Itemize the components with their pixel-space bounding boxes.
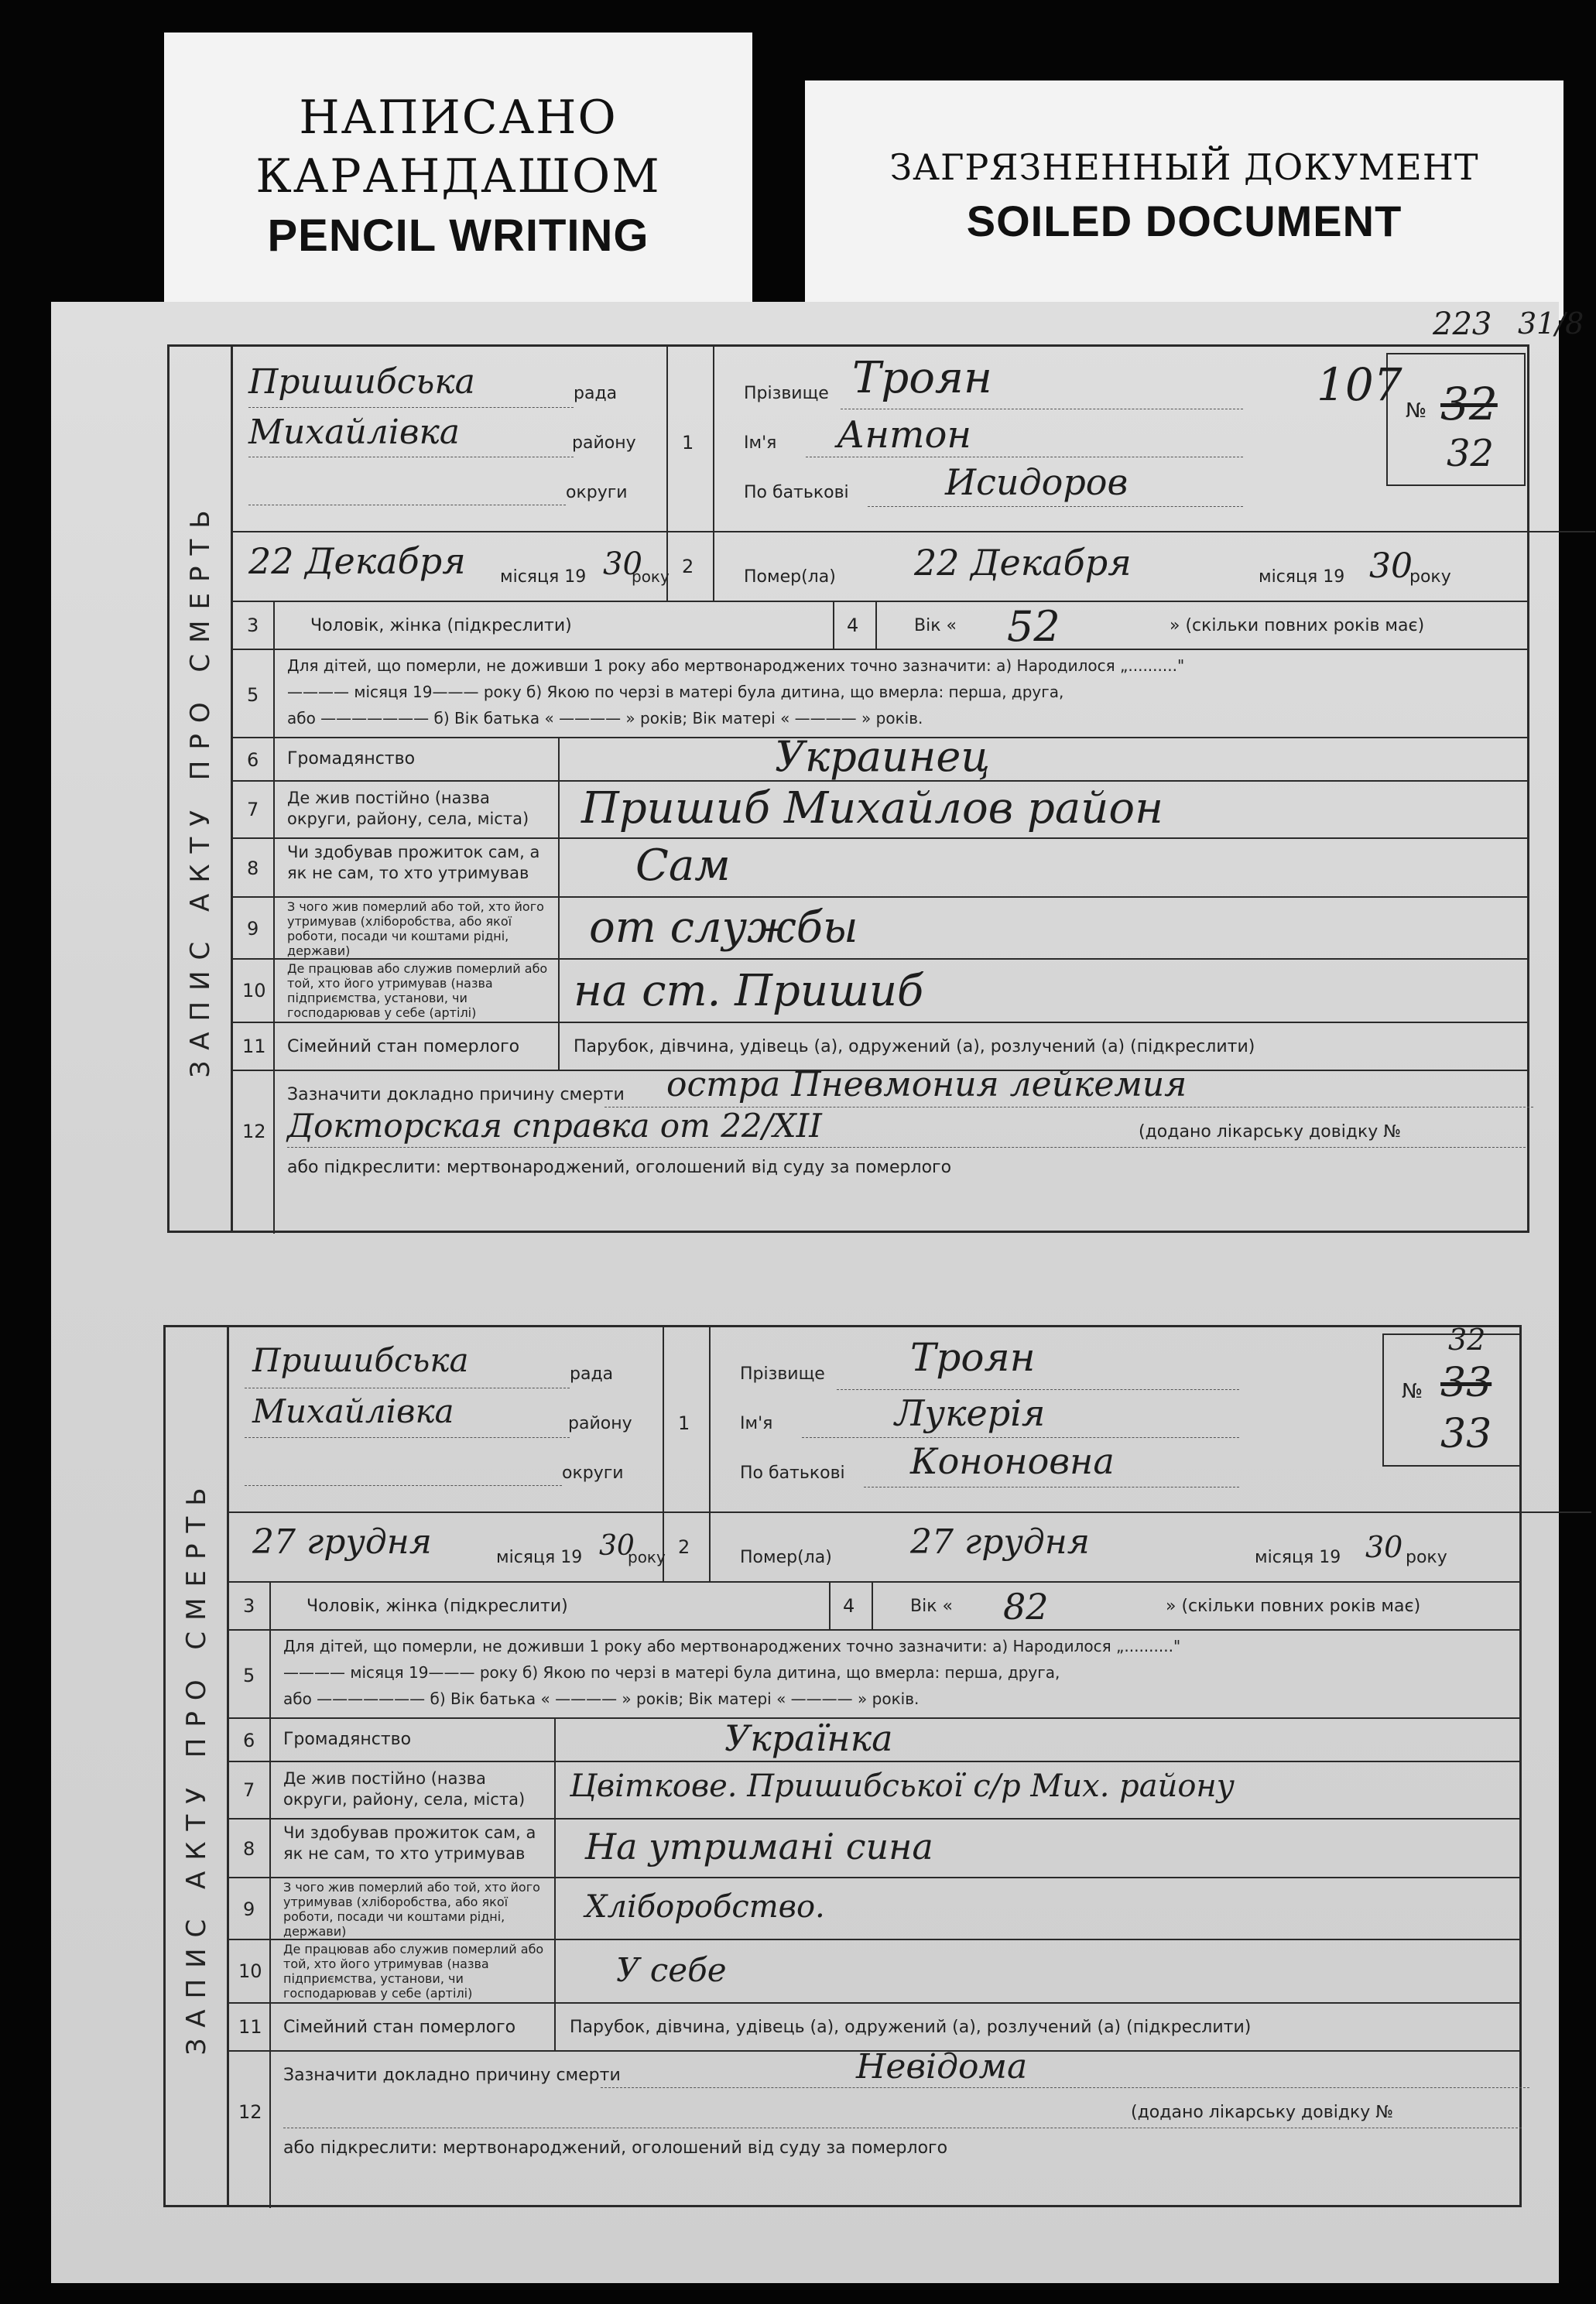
citizenship-label-2: Громадянство xyxy=(283,1730,412,1749)
income-value: от службы xyxy=(589,902,858,953)
registration-date-2: 27 грудня xyxy=(252,1522,432,1562)
stamp-number-1: 223 xyxy=(1433,306,1492,342)
patronymic-label-2: По батькові xyxy=(740,1464,845,1483)
livelihood-label: Чи здобував прожиток сам, а як не сам, то хто утримував xyxy=(287,843,540,882)
row-sex-age-2: 3 Чоловік, жінка (підкреслити) 4 Вік « 82 » (скільки повних років має) xyxy=(229,1583,1519,1631)
raion-value: Михайлівка xyxy=(248,413,460,452)
pencil-label-en: PENCIL WRITING xyxy=(267,211,649,261)
side-title-2: ЗАПИС АКТУ ПРО СМЕРТЬ xyxy=(166,1327,229,2205)
infant-text-3: або ——————— б) Вік батька « ———— » років; Вік матері « ———— » років. xyxy=(287,709,923,727)
death-year-label: року xyxy=(1409,567,1451,587)
age-value-2: 82 xyxy=(1003,1586,1049,1628)
infant-text-3-2: або ——————— б) Вік батька « ———— » років; Вік матері « ———— » років. xyxy=(283,1689,920,1708)
death-record-2 xyxy=(163,1325,1522,2207)
row-infants-2: 5 Для дітей, що померли, не доживши 1 року або мертвонароджених точно зазначити: а) Народилося „.........." ———— місяця 19——— року б) Якою по черзі в матері була дитина, що вмерла: перша, друга, або ——————— б) Вік батька « ———— » років; Вік матері « ———— » років. xyxy=(229,1631,1519,1719)
registration-year: 30 xyxy=(603,546,642,582)
record-number: 32 xyxy=(1440,378,1498,430)
death-date: 22 Декабря xyxy=(914,542,1132,584)
reg-month-label-2: місяця 19 xyxy=(496,1548,583,1567)
soiled-document-label xyxy=(805,80,1563,320)
marital-label-2: Сімейний стан померлого xyxy=(283,2018,516,2037)
age-label-open: Вік « xyxy=(914,616,957,635)
registration-date: 22 Декабря xyxy=(248,540,466,582)
pencil-label-ru-2: КАРАНДАШОМ xyxy=(255,149,661,204)
surname-value-2: Троян xyxy=(910,1335,1036,1380)
rada-label-2: рада xyxy=(570,1364,614,1384)
pencil-label-ru-1: НАПИСАНО xyxy=(299,91,618,145)
sex-label: Чоловік, жінка (підкреслити) xyxy=(310,616,572,635)
income-label: З чого жив померлий або той, хто його утримував (хліборобства, або якої роботи, посади чи коштами рідні, держави) xyxy=(287,899,544,958)
rada-value: Пришибська xyxy=(248,362,475,402)
name-label: Ім'я xyxy=(744,433,777,453)
patronymic-value-2: Кононовна xyxy=(910,1440,1115,1482)
row-marital-2: 11 Сімейний стан померлого Парубок, дівчина, удівець (а), одружений (а), розлучений (а) (підкреслити) xyxy=(229,2004,1519,2052)
residence-label: Де жив постійно (назва округи, району, села, міста) xyxy=(287,789,529,828)
marital-options: Парубок, дівчина, удівець (а), одружений (а), розлучений (а) (підкреслити) xyxy=(574,1037,1255,1056)
side-title: ЗАПИС АКТУ ПРО СМЕРТЬ xyxy=(170,347,233,1231)
residence-value-2: Цвіткове. Пришибської с/р Мих. району xyxy=(570,1768,1235,1804)
workplace-value: на ст. Пришиб xyxy=(574,966,924,1016)
header-row: 1 2 Пришибська рада Михайлівка району округи 22 Декабря місяця 19 30 року Прізвище Троян Ім'я Антон По батькові Исидоров Помер(ла) 22 Декабря місяця 19 30 року 223 31/8 107 № 32 32 xyxy=(233,347,1527,602)
soiled-label-en: SOILED DOCUMENT xyxy=(966,197,1402,245)
record-side-number: 107 xyxy=(1317,358,1402,411)
infant-text-1: Для дітей, що померли, не доживши 1 року або мертвонароджених точно зазначити: а) Народилося „.........." xyxy=(287,656,1185,675)
header-row-2: 1 2 Пришибська рада Михайлівка району округи 27 грудня місяця 19 30 року Прізвище Троян Ім'я Лукерія По батькові Кононовна Помер(ла) 27 грудня місяця 19 30 року 32 № 33 33 xyxy=(229,1327,1519,1583)
name-value-2: Лукерія xyxy=(895,1392,1046,1434)
raion-label-2: району xyxy=(568,1414,632,1433)
record-number-2: 33 xyxy=(1440,1360,1492,1406)
reg-year-label-2: року xyxy=(628,1548,666,1566)
workplace-label-2: Де працював або служив померлий або той, хто його утримував (назва підприємства, установи, чи господарював у себе (артілі) xyxy=(283,1942,544,2001)
row-residence: 7 Де жив постійно (назва округи, району, села, міста) Пришиб Михайлов район xyxy=(233,782,1527,839)
death-month-label-2: місяця 19 xyxy=(1255,1548,1341,1567)
livelihood-value-2: На утримані сина xyxy=(585,1826,933,1868)
row-sex-age: 3 Чоловік, жінка (підкреслити) 4 Вік « 52 » (скільки повних років має) xyxy=(233,602,1527,650)
death-year: 30 xyxy=(1369,546,1413,586)
pencil-writing-label xyxy=(164,33,752,311)
death-year-2: 30 xyxy=(1365,1530,1403,1564)
doctor-cert-label: (додано лікарську довідку № xyxy=(1139,1122,1402,1142)
rada-value-2: Пришибська xyxy=(252,1341,469,1379)
record-number-top-2: 32 xyxy=(1448,1323,1486,1357)
registration-year-2: 30 xyxy=(599,1530,635,1562)
infant-text-1-2: Для дітей, що померли, не доживши 1 року або мертвонароджених точно зазначити: а) Народилося „.........." xyxy=(283,1637,1181,1655)
age-label-close-2: » (скільки повних років має) xyxy=(1166,1597,1421,1616)
infant-text-2-2: ———— місяця 19——— року б) Якою по черзі в матері була дитина, що вмерла: перша, друга, xyxy=(283,1663,1060,1682)
income-label-2: З чого жив померлий або той, хто його утримував (хліборобства, або якої роботи, посади чи коштами рідні, держави) xyxy=(283,1880,540,1939)
rada-label: рада xyxy=(574,384,618,403)
stillborn-label-2: або підкреслити: мертвонароджений, оголошений від суду за померлого xyxy=(283,2138,948,2158)
patronymic-value: Исидоров xyxy=(945,461,1129,503)
row-cause-2: 12 Зазначити докладно причину смерти Невідома (додано лікарську довідку № або підкреслити: мертвонароджений, оголошений від суду за померлого xyxy=(229,2052,1519,2208)
name-value: Антон xyxy=(837,413,971,457)
name-label-2: Ім'я xyxy=(740,1414,773,1433)
row-workplace: 10 Де працював або служив померлий або той, хто його утримував (назва підприємства, установи, чи господарював у себе (артілі) на ст. Пришиб xyxy=(233,960,1527,1023)
cause-value-2: Докторская справка от 22/XII xyxy=(287,1107,822,1145)
marital-label: Сімейний стан померлого xyxy=(287,1037,520,1056)
cause-label-2: Зазначити докладно причину смерти xyxy=(283,2066,621,2085)
surname-value: Троян xyxy=(852,353,992,403)
row-livelihood-2: 8 Чи здобував прожиток сам, а як не сам, то хто утримував На утримані сина xyxy=(229,1820,1519,1878)
numero-label-2: № xyxy=(1402,1380,1423,1403)
row-income: 9 З чого жив померлий або той, хто його утримував (хліборобства, або якої роботи, посади чи коштами рідні, держави) от службы xyxy=(233,898,1527,960)
workplace-label: Де працював або служив померлий або той, хто його утримував (назва підприємства, установи, чи господарював у себе (артілі) xyxy=(287,961,548,1020)
cause-value-2-1: Невідома xyxy=(856,2047,1028,2087)
workplace-value-2: У себе xyxy=(616,1951,727,1989)
surname-label: Прізвище xyxy=(744,384,829,403)
doctor-cert-label-2: (додано лікарську довідку № xyxy=(1131,2103,1394,2122)
death-year-label-2: року xyxy=(1406,1548,1447,1567)
citizenship-value-2: Українка xyxy=(724,1717,893,1759)
reg-month-label: місяця 19 xyxy=(500,567,587,587)
infant-text-2: ———— місяця 19——— року б) Якою по черзі в матері була дитина, що вмерла: перша, друга, xyxy=(287,683,1064,701)
okrugy-label-2: округи xyxy=(562,1464,624,1483)
soiled-label-ru: ЗАГРЯЗНЕННЫЙ ДОКУМЕНТ xyxy=(889,146,1479,188)
residence-value: Пришиб Михайлов район xyxy=(581,783,1163,834)
patronymic-label: По батькові xyxy=(744,483,849,502)
stillborn-label: або підкреслити: мертвонароджений, оголошений від суду за померлого xyxy=(287,1158,952,1177)
cause-label: Зазначити докладно причину смерти xyxy=(287,1085,625,1104)
row-livelihood: 8 Чи здобував прожиток сам, а як не сам, то хто утримував Сам xyxy=(233,839,1527,898)
row-workplace-2: 10 Де працював або служив померлий або той, хто його утримував (назва підприємства, установи, чи господарював у себе (артілі) У себе xyxy=(229,1940,1519,2004)
death-date-2: 27 грудня xyxy=(910,1522,1090,1562)
age-label-open-2: Вік « xyxy=(910,1597,953,1616)
row-marital: 11 Сімейний стан померлого Парубок, дівчина, удівець (а), одружений (а), розлучений (а) (підкреслити) xyxy=(233,1023,1527,1071)
livelihood-value: Сам xyxy=(635,840,731,891)
death-label: Помер(ла) xyxy=(744,567,836,587)
row-infants: 5 Для дітей, що померли, не доживши 1 року або мертвонароджених точно зазначити: а) Народилося „.........." ———— місяця 19——— року б) Якою по черзі в матері була дитина, що вмерла: перша, друга, або ——————— б) Вік батька « ———— » років; Вік матері « ———— » років. xyxy=(233,650,1527,738)
row-residence-2: 7 Де жив постійно (назва округи, району, села, міста) Цвіткове. Пришибської с/р Мих. району xyxy=(229,1762,1519,1820)
marital-options-2: Парубок, дівчина, удівець (а), одружений (а), розлучений (а) (підкреслити) xyxy=(570,2018,1252,2037)
record-number-below: 32 xyxy=(1447,432,1495,475)
row-citizenship: 6 Громадянство Украинец xyxy=(233,738,1527,782)
sex-label-2: Чоловік, жінка (підкреслити) xyxy=(307,1597,568,1616)
raion-label: району xyxy=(572,433,636,453)
record-number-below-2: 33 xyxy=(1440,1411,1492,1457)
row-income-2: 9 З чого жив померлий або той, хто його утримував (хліборобства, або якої роботи, посади чи коштами рідні, держави) Хліборобство. xyxy=(229,1878,1519,1940)
residence-label-2: Де жив постійно (назва округи, району, села, міста) xyxy=(283,1769,526,1809)
numero-label: № xyxy=(1406,399,1427,423)
death-label-2: Помер(ла) xyxy=(740,1548,832,1567)
death-record-1 xyxy=(167,306,1584,1233)
stamp-number-2: 31/8 xyxy=(1518,306,1584,341)
age-value: 52 xyxy=(1007,602,1060,651)
surname-label-2: Прізвище xyxy=(740,1364,825,1384)
row-cause: 12 Зазначити докладно причину смерти остра Пневмония лейкемия Докторская справка от 22/XII (додано лікарську довідку № або підкреслити: мертвонароджений, оголошений від суду за померлого xyxy=(233,1071,1527,1234)
death-month-label: місяця 19 xyxy=(1259,567,1345,587)
document-page xyxy=(51,302,1584,2283)
row-citizenship-2: 6 Громадянство Українка xyxy=(229,1719,1519,1762)
citizenship-value: Украинец xyxy=(775,732,991,781)
okrugy-label: округи xyxy=(566,483,628,502)
income-value-2: Хліборобство. xyxy=(585,1889,825,1925)
cause-value-1: остра Пневмония лейкемия xyxy=(666,1065,1187,1104)
reg-year-label: року xyxy=(632,567,670,586)
raion-value-2: Михайлівка xyxy=(252,1392,454,1430)
livelihood-label-2: Чи здобував прожиток сам, а як не сам, то хто утримував xyxy=(283,1823,536,1863)
citizenship-label: Громадянство xyxy=(287,749,416,769)
age-label-close: » (скільки повних років має) xyxy=(1170,616,1425,635)
